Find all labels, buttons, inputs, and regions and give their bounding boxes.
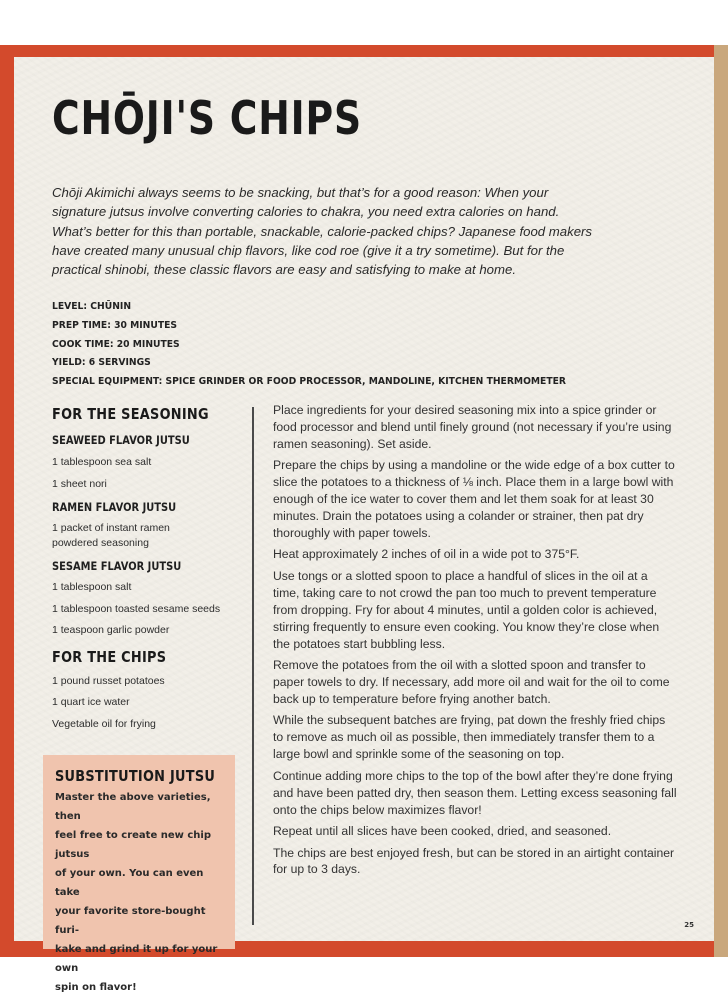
- substitution-line: Master the above varieties, then: [55, 792, 211, 822]
- meta-equipment: SPECIAL EQUIPMENT: SPICE GRINDER OR FOOD PROCESSOR, MANDOLINE, KITCHEN THERMOMETER: [52, 376, 566, 388]
- ingredient-item: 1 sheet nori: [52, 477, 107, 490]
- recipe-title: CHŌJI'S CHIPS: [52, 91, 362, 145]
- book-spine: [714, 45, 728, 957]
- chips-heading: FOR THE CHIPS: [52, 647, 167, 666]
- ingredient-item: 1 tablespoon salt: [52, 581, 132, 593]
- instruction-step: Prepare the chips by using a mandoline or the wide edge of a box cutter to slice the potatoes to a thickness of ⅛ inch. Place them in a large bowl with enough of the ice water to cover them and let them soak for at least 30 minutes. Drain the potatoes using a colander or strainer, then pat dry thoroughly with paper towels.: [273, 458, 675, 540]
- substitution-callout: [43, 755, 235, 993]
- instruction-step: While the subsequent batches are frying, pat down the freshly fried chips to remove as much oil as possible, then immediately transfer them to a large bowl and sprinkle some of the seasoning on top.: [273, 713, 666, 762]
- recipe-meta: [52, 298, 692, 392]
- instruction-step: Remove the potatoes from the oil with a slotted spoon and transfer to paper towels to dry. If necessary, add more oil and wait for the oil to come back up to temperature before frying another batch.: [273, 658, 670, 706]
- ingredient-item: 1 tablespoon toasted sesame seeds: [52, 602, 221, 615]
- page-frame: [0, 45, 728, 993]
- substitution-line: feel free to create new chip jutsus: [55, 830, 211, 860]
- instruction-step: Heat approximately 2 inches of oil in a wide pot to 375°F.: [273, 547, 580, 562]
- substitution-line: kake and grind it up for your own: [55, 944, 218, 974]
- instruction-step: Place ingredients for your desired seasoning mix into a spice grinder or food processor and blend until finely ground (not necessary if you’re using ramen seasoning). Set aside.: [273, 403, 672, 451]
- ingredient-item: 1 teaspoon garlic powder: [52, 624, 170, 636]
- column-divider: [252, 407, 254, 925]
- substitution-body: [55, 788, 225, 997]
- recipe-intro: Chōji Akimichi always seems to be snacking, but that’s for a good reason: When your signature jutsus involve converting calories to chakra, you need extra calories on hand. What’s better for this than portable, snackable, calorie-packed chips? Japanese food makers have created many unusual chip flavors, like cod roe (give it a try sometime). But for the practical shinobi, these classic flavors are easy and satisfying to make at home.: [52, 185, 593, 278]
- instruction-step: Continue adding more chips to the top of the bowl after they’re done frying and have been patted dry, then season them. Letting excess seasoning fall onto the chips below maximizes flavor!: [273, 768, 677, 817]
- ingredients-column: [52, 400, 242, 731]
- recipe-page: [14, 57, 714, 993]
- meta-level: LEVEL: CHŪNIN: [52, 301, 132, 312]
- substitution-line: spin on flavor!: [55, 982, 137, 993]
- ingredient-item: 1 packet of instant ramen powdered seasoning: [52, 522, 170, 549]
- ingredient-item: 1 pound russet potatoes: [52, 674, 165, 687]
- substitution-title: SUBSTITUTION JUTSU: [55, 767, 216, 785]
- substitution-line: your favorite store-bought furi-: [55, 906, 206, 936]
- instruction-step: Repeat until all slices have been cooked, dried, and seasoned.: [273, 824, 612, 838]
- meta-cook-time: COOK TIME: 20 MINUTES: [52, 338, 180, 350]
- instruction-step: The chips are best enjoyed fresh, but can be stored in an airtight container for up to 3 days.: [273, 845, 675, 877]
- meta-prep-time: PREP TIME: 30 MINUTES: [52, 319, 178, 331]
- ingredient-item: 1 tablespoon sea salt: [52, 456, 152, 468]
- page-number: 25: [684, 921, 694, 929]
- meta-yield: YIELD: 6 SERVINGS: [52, 357, 151, 369]
- ingredient-item: 1 quart ice water: [52, 696, 130, 708]
- ingredient-item: Vegetable oil for frying: [52, 717, 156, 730]
- instruction-step: Use tongs or a slotted spoon to place a handful of slices in the oil at a time, taking care to not crowd the pan too much to prevent temperature from dropping. Fry for about 4 minutes, until a golden color is achieved, stirring frequently to ensure even cooking. You know they’re close when the potatoes start bubbling less.: [273, 568, 660, 651]
- sesame-heading: SESAME FLAVOR JUTSU: [52, 559, 182, 573]
- seasoning-heading: FOR THE SEASONING: [52, 405, 209, 423]
- substitution-line: of your own. You can even take: [55, 868, 204, 898]
- ramen-heading: RAMEN FLAVOR JUTSU: [52, 500, 177, 514]
- seaweed-heading: SEAWEED FLAVOR JUTSU: [52, 433, 190, 447]
- instructions-column: [273, 402, 677, 883]
